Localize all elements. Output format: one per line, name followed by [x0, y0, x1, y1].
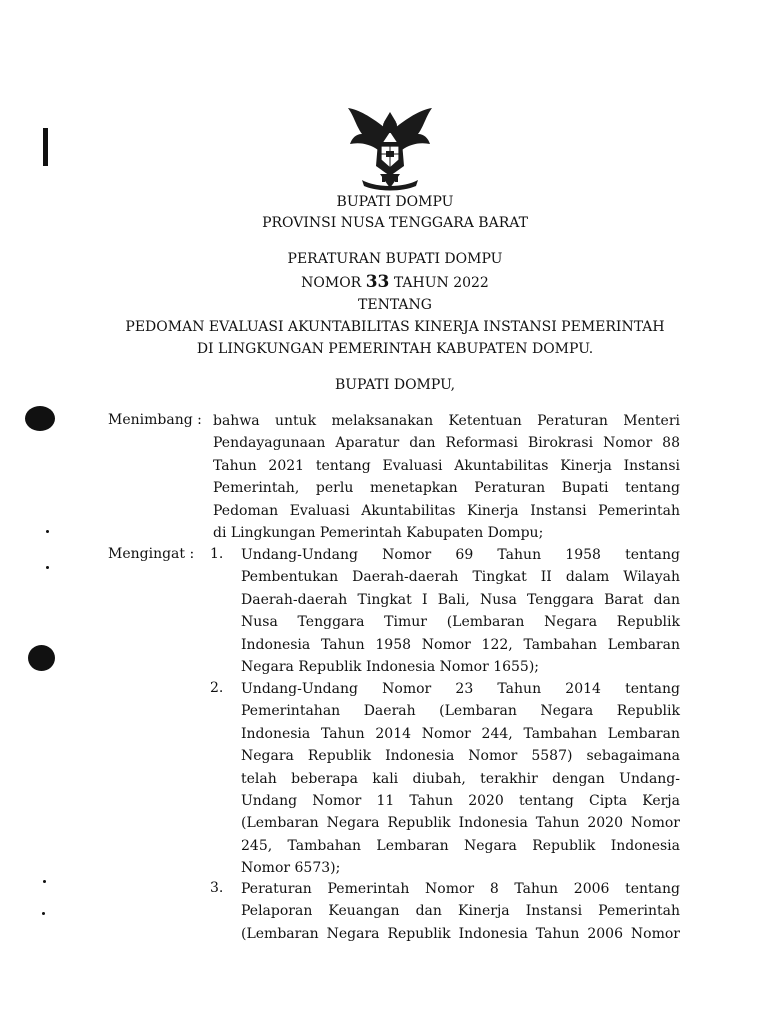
regulation-title: PERATURAN BUPATI DOMPU	[287, 251, 503, 267]
text-line: telah beberapa kali diubah, terakhir dengan Undang-	[241, 770, 680, 787]
text-line: 245, Tambahan Lembaran Negara Republik Indonesia	[241, 837, 680, 854]
hole-punch-top	[25, 406, 55, 431]
text-line: Undang Nomor 11 Tahun 2020 tentang Cipta Kerja	[241, 793, 680, 810]
text-line: Negara Republik Indonesia Nomor 1655);	[241, 659, 540, 676]
item-number: 2.	[210, 680, 224, 696]
text-line: (Lembaran Negara Republik Indonesia Tahun 2006 Nomor	[241, 925, 680, 942]
scan-speck	[46, 566, 49, 569]
text-line: di Lingkungan Pemerintah Kabupaten Dompu;	[213, 525, 544, 542]
text-line: Tahun 2021 tentang Evaluasi Akuntabilitas Kinerja Instansi	[213, 457, 680, 474]
number-prefix: NOMOR	[301, 275, 362, 291]
text-line: Undang-Undang Nomor 69 Tahun 1958 tentang	[241, 547, 680, 563]
text-line: Pedoman Evaluasi Akuntabilitas Kinerja Instansi Pemerintah	[213, 502, 680, 519]
header-title: BUPATI DOMPU	[336, 194, 454, 210]
item-number: 3.	[210, 880, 224, 896]
mengingat-item-3	[241, 878, 680, 945]
mengingat-item-1	[241, 544, 680, 678]
text-line: Pelaporan Keuangan dan Kinerja Instansi Pemerintah	[241, 903, 680, 920]
subject-line-1: PEDOMAN EVALUASI AKUNTABILITAS KINERJA INSTANSI PEMERINTAH	[125, 319, 665, 335]
text-line: Daerah-daerah Tingkat I Bali, Nusa Tenggara Barat dan	[241, 591, 680, 608]
number-suffix: TAHUN 2022	[393, 275, 489, 291]
text-line: Pemerintahan Daerah (Lembaran Negara Republik	[241, 703, 680, 720]
text-line: (Lembaran Negara Republik Indonesia Tahun 2020 Nomor	[241, 815, 680, 832]
text-line: Pendayagunaan Aparatur dan Reformasi Birokrasi Nomor 88	[213, 435, 680, 452]
text-line: Undang-Undang Nomor 23 Tahun 2014 tentang	[241, 681, 680, 697]
text-line: Negara Republik Indonesia Nomor 5587) sebagaimana	[241, 748, 680, 765]
about-label: TENTANG	[358, 297, 432, 313]
text-line: Nomor 6573);	[241, 860, 341, 877]
text-line: Pemerintah, perlu menetapkan Peraturan Bupati tentang	[213, 480, 680, 497]
scan-speck	[43, 880, 46, 883]
scan-mark-left	[43, 128, 48, 166]
issuer: BUPATI DOMPU,	[334, 377, 456, 393]
text-line: Indonesia Tahun 1958 Nomor 122, Tambahan Lembaran	[241, 636, 680, 653]
garuda-emblem-icon	[340, 102, 440, 194]
text-line: Peraturan Pemerintah Nomor 8 Tahun 2006 tentang	[241, 881, 680, 897]
menimbang-text	[213, 410, 680, 544]
scan-speck	[42, 912, 45, 915]
item-number: 1.	[210, 546, 224, 562]
mengingat-label: Mengingat :	[108, 546, 195, 562]
regulation-number	[0, 272, 768, 292]
hole-punch-bottom	[28, 645, 55, 671]
mengingat-item-2	[241, 678, 680, 880]
text-line: bahwa untuk melaksanakan Ketentuan Peraturan Menteri	[213, 413, 680, 429]
text-line: Indonesia Tahun 2014 Nomor 244, Tambahan Lembaran	[241, 725, 680, 742]
text-line: Pembentukan Daerah-daerah Tingkat II dalam Wilayah	[241, 569, 680, 586]
scan-speck	[46, 530, 49, 533]
text-line: Nusa Tenggara Timur (Lembaran Negara Republik	[241, 614, 680, 631]
menimbang-label: Menimbang :	[108, 412, 202, 428]
subject-line-2: DI LINGKUNGAN PEMERINTAH KABUPATEN DOMPU.	[196, 341, 594, 357]
number-value: 33	[365, 272, 390, 292]
header-province: PROVINSI NUSA TENGGARA BARAT	[262, 215, 528, 231]
